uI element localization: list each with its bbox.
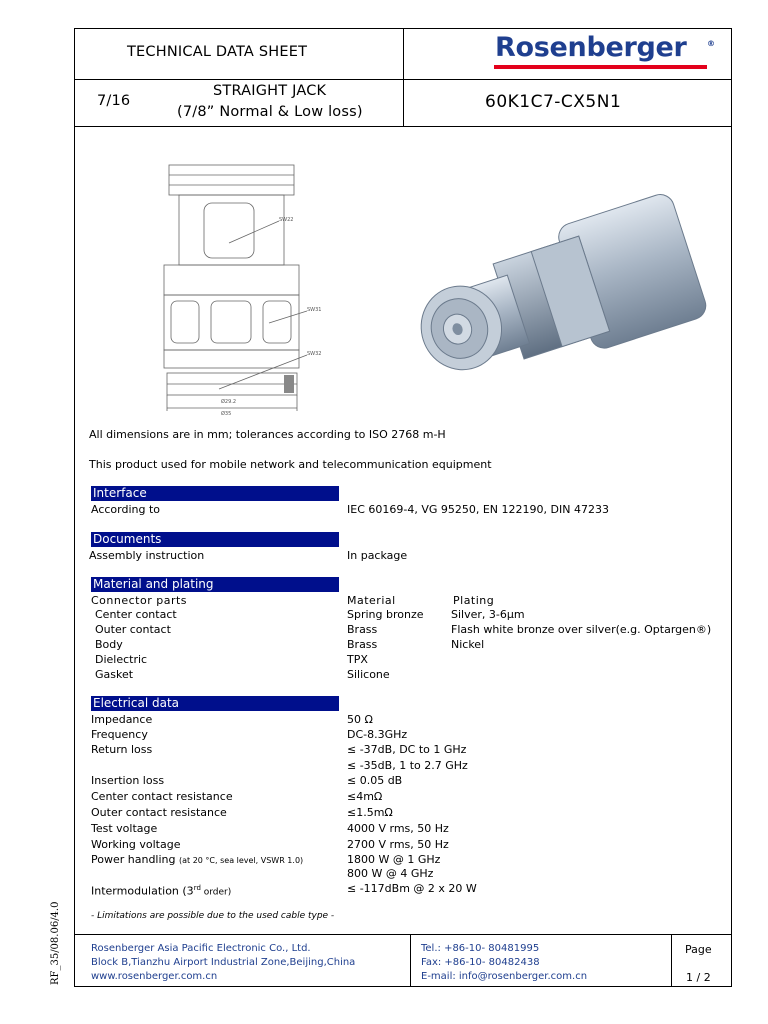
power-handling-label — [91, 853, 303, 867]
drawing-label-sw31: SW31 — [307, 307, 322, 313]
footer-divider-2 — [671, 934, 672, 986]
col-material: Material — [347, 594, 396, 607]
part-gasket: Gasket — [95, 668, 134, 681]
center-resistance-value: ≤4mΩ — [347, 790, 383, 803]
plating-outer-contact: Flash white bronze over silver(e.g. Optargen®) — [451, 623, 712, 636]
logo-underline — [494, 65, 707, 69]
return-loss-value-1: ≤ -37dB, DC to 1 GHz — [347, 743, 467, 756]
part-center-contact: Center contact — [95, 608, 177, 621]
section-documents: Documents — [91, 532, 339, 547]
footer-divider-1 — [410, 934, 411, 986]
outer-resistance-value: ≤1.5mΩ — [347, 806, 393, 819]
part-outer-contact: Outer contact — [95, 623, 171, 636]
drawing-label-sw32: SW32 — [307, 351, 322, 357]
material-body: Brass — [347, 638, 378, 651]
plating-center-contact: Silver, 3-6µm — [451, 608, 525, 621]
section-electrical: Electrical data — [91, 696, 339, 711]
part-body: Body — [95, 638, 123, 651]
technical-drawing — [159, 153, 322, 417]
impedance-label: Impedance — [91, 713, 153, 726]
outer-resistance-label: Outer contact resistance — [91, 806, 227, 819]
footer-page-value: 1 / 2 — [686, 971, 711, 984]
material-outer-contact: Brass — [347, 623, 378, 636]
part-dielectric: Dielectric — [95, 653, 148, 666]
intermodulation-value: ≤ -117dBm @ 2 x 20 W — [347, 882, 477, 895]
documents-label: Assembly instruction — [89, 549, 205, 562]
footer-email[interactable]: E-mail: info@rosenberger.com.cn — [421, 971, 588, 982]
power-handling-value-1: 1800 W @ 1 GHz — [347, 853, 441, 866]
power-handling-note: (at 20 °C, sea level, VSWR 1.0) — [179, 856, 304, 865]
footer-fax: Fax: +86-10- 80482438 — [421, 957, 540, 968]
center-resistance-label: Center contact resistance — [91, 790, 233, 803]
return-loss-label: Return loss — [91, 743, 153, 756]
dimensions-note: All dimensions are in mm; tolerances according to ISO 2768 m-H — [89, 428, 446, 441]
frequency-value: DC-8.3GHz — [347, 728, 408, 741]
test-voltage-label: Test voltage — [91, 822, 158, 835]
footer-page-label: Page — [685, 943, 712, 956]
intermodulation-sup: rd — [193, 884, 201, 892]
intermodulation-text-end: order) — [200, 887, 232, 898]
limitation-note: - Limitations are possible due to the used cable type - — [91, 911, 335, 921]
power-handling-text: Power handling — [91, 853, 176, 866]
power-handling-value-2: 800 W @ 4 GHz — [347, 867, 434, 880]
drawing-label-d35: Ø35 — [221, 411, 232, 417]
usage-note: This product used for mobile network and telecommunication equipment — [89, 458, 492, 471]
interface-label: According to — [91, 503, 161, 516]
footer-tel: Tel.: +86-10- 80481995 — [421, 943, 540, 954]
frequency-label: Frequency — [91, 728, 148, 741]
documents-value: In package — [347, 549, 408, 562]
insertion-loss-label: Insertion loss — [91, 774, 165, 787]
section-interface: Interface — [91, 486, 339, 501]
section-material: Material and plating — [91, 577, 339, 592]
footer-address: Block B,Tianzhu Airport Industrial Zone,Beijing,China — [91, 957, 356, 968]
drawing-label-sw22: SW22 — [279, 217, 294, 223]
material-dielectric: TPX — [347, 653, 368, 666]
interface-value: IEC 60169-4, VG 95250, EN 122190, DIN 47233 — [347, 503, 609, 516]
product-photo — [399, 189, 729, 419]
header-divider — [403, 29, 404, 126]
rosenberger-logo: Rosenberger — [495, 32, 687, 63]
intermodulation-label — [91, 882, 231, 900]
product-line-2: (7/8” Normal & Low loss) — [177, 104, 363, 120]
plating-body: Nickel — [451, 638, 485, 651]
material-center-contact: Spring bronze — [347, 608, 424, 621]
impedance-value: 50 Ω — [347, 713, 373, 726]
col-plating: Plating — [453, 594, 495, 607]
insertion-loss-value: ≤ 0.05 dB — [347, 774, 403, 787]
working-voltage-value: 2700 V rms, 50 Hz — [347, 838, 449, 851]
col-connector-parts: Connector parts — [91, 594, 188, 607]
drawing-label-d29: Ø29.2 — [221, 399, 237, 405]
series-label: 7/16 — [97, 93, 131, 109]
registered-mark: ® — [707, 39, 715, 48]
working-voltage-label: Working voltage — [91, 838, 181, 851]
product-line-1: STRAIGHT JACK — [213, 83, 327, 99]
footer-website[interactable]: www.rosenberger.com.cn — [91, 971, 218, 982]
part-number: 60K1C7-CX5N1 — [485, 92, 622, 112]
footer-top-line — [75, 934, 731, 935]
return-loss-value-2: ≤ -35dB, 1 to 2.7 GHz — [347, 759, 468, 772]
document-title: TECHNICAL DATA SHEET — [127, 44, 308, 60]
material-gasket: Silicone — [347, 668, 390, 681]
datasheet-frame — [74, 28, 732, 987]
footer-company: Rosenberger Asia Pacific Electronic Co., Ltd. — [91, 943, 311, 954]
test-voltage-value: 4000 V rms, 50 Hz — [347, 822, 449, 835]
intermodulation-text: Intermodulation (3 — [91, 884, 194, 898]
side-code: RF_35/08.06/4.0 — [50, 901, 61, 985]
